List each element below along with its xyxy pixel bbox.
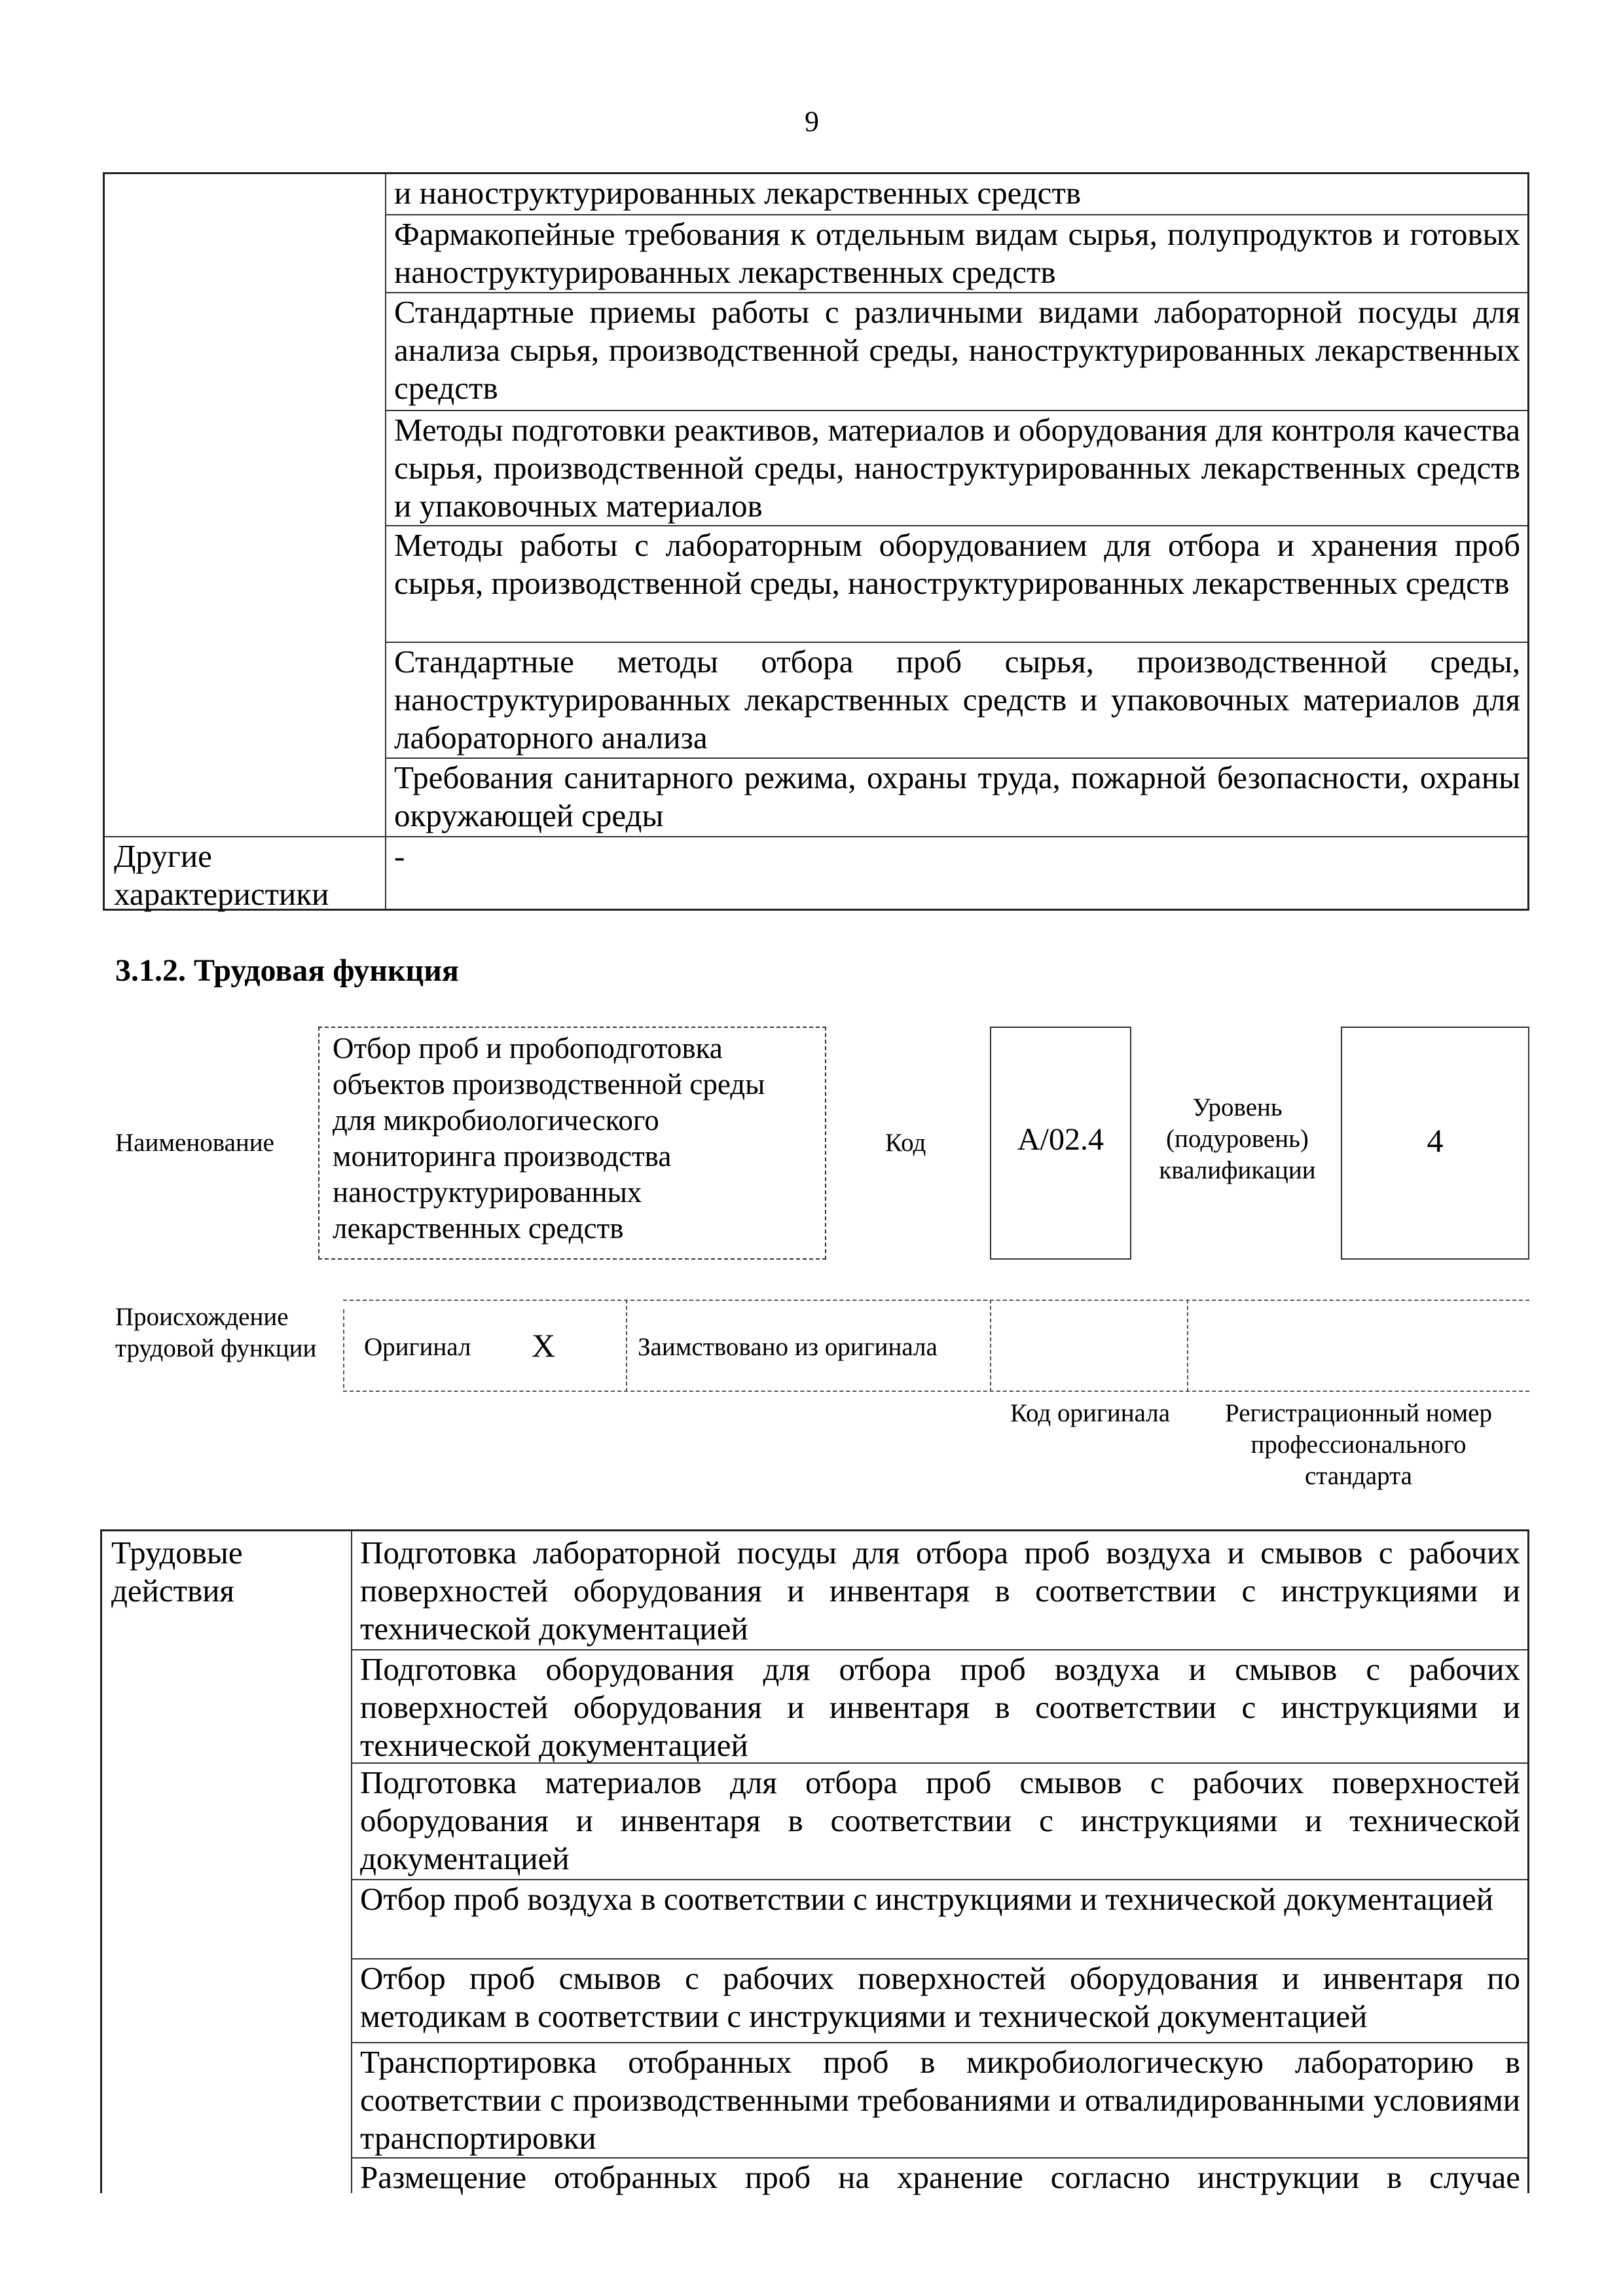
table-row: Подготовка материалов для отбора проб смывов с рабочих поверхностей оборудования и инвентаря в соответствии с инструкциями и технической документацией — [360, 1764, 1520, 1876]
knowledge-table — [103, 172, 1529, 911]
code-box — [990, 1027, 1131, 1260]
table-row: Транспортировка отобранных проб в микробиологическую лабораторию в соответствии с производственными требованиями и отвалидированными условиями транспортировки — [360, 2044, 1520, 2156]
original-option: Оригинал — [364, 1333, 471, 1361]
page-number: 9 — [805, 105, 819, 137]
caption-reg-number: Регистрационный номер профессионального стандарта — [1225, 1399, 1492, 1490]
actions-table — [100, 1529, 1529, 2193]
level-value: 4 — [1427, 1122, 1444, 1159]
level-box — [1341, 1027, 1529, 1260]
origin-label: Происхождение трудовой функции — [115, 1303, 317, 1362]
table-row: Стандартные приемы работы с различными видами лабораторной посуды для анализа сырья, производственной среды, наноструктурированных лекарственных средств — [394, 294, 1520, 406]
table-row: Подготовка лабораторной посуды для отбора проб воздуха и смывов с рабочих поверхностей оборудования и инвентаря в соответствии с инструкциями и технической документацией — [360, 1535, 1520, 1647]
section-heading: 3.1.2. Трудовая функция — [115, 953, 459, 988]
code-value: А/02.4 — [1017, 1122, 1104, 1157]
name-value: Отбор проб и пробоподготовка объектов производственной среды для микробиологического мониторинга производства наноструктурированных лекарственных средств — [333, 1032, 765, 1245]
level-label: Уровень (подуровень) квалификации — [1159, 1093, 1316, 1184]
name-label: Наименование — [115, 1129, 274, 1157]
other-characteristics-label: Другие характеристики — [114, 838, 329, 912]
table-row: Подготовка оборудования для отбора проб воздуха и смывов с рабочих поверхностей оборудования и инвентаря в соответствии с инструкциями и технической документацией — [360, 1651, 1520, 1763]
table-row: Отбор проб воздуха в соответствии с инструкциями и технической документацией — [360, 1881, 1493, 1917]
code-label: Код — [885, 1129, 926, 1157]
caption-code: Код оригинала — [1010, 1399, 1171, 1427]
table-row: Требования санитарного режима, охраны труда, пожарной безопасности, охраны окружающей среды — [394, 759, 1520, 833]
borrowed-option: Заимствовано из оригинала — [638, 1333, 938, 1361]
table-row: Отбор проб смывов с рабочих поверхностей оборудования и инвентаря по методикам в соответствии с инструкциями и технической документацией — [360, 1960, 1520, 2034]
table-row: Размещение отобранных проб на хранение согласно инструкции в случае — [360, 2159, 1520, 2195]
name-box — [318, 1027, 826, 1260]
table-row: Фармакопейные требования к отдельным видам сырья, полупродуктов и готовых наноструктурированных лекарственных средств — [394, 216, 1520, 290]
table-row: и наноструктурированных лекарственных средств — [394, 175, 1081, 211]
table-row: Методы работы с лабораторным оборудованием для отбора и хранения проб сырья, производственной среды, наноструктурированных лекарственных средств — [394, 527, 1520, 601]
other-characteristics-value: - — [394, 838, 405, 874]
table-row: Методы подготовки реактивов, материалов и оборудования для контроля качества сырья, производственной среды, наноструктурированных лекарственных средств и упаковочных материалов — [394, 412, 1520, 524]
table-row: Стандартные методы отбора проб сырья, производственной среды, наноструктурированных лекарственных средств и упаковочных материалов для лабораторного анализа — [394, 644, 1520, 756]
original-mark: X — [532, 1327, 556, 1364]
actions-label: Трудовые действия — [111, 1535, 243, 1609]
